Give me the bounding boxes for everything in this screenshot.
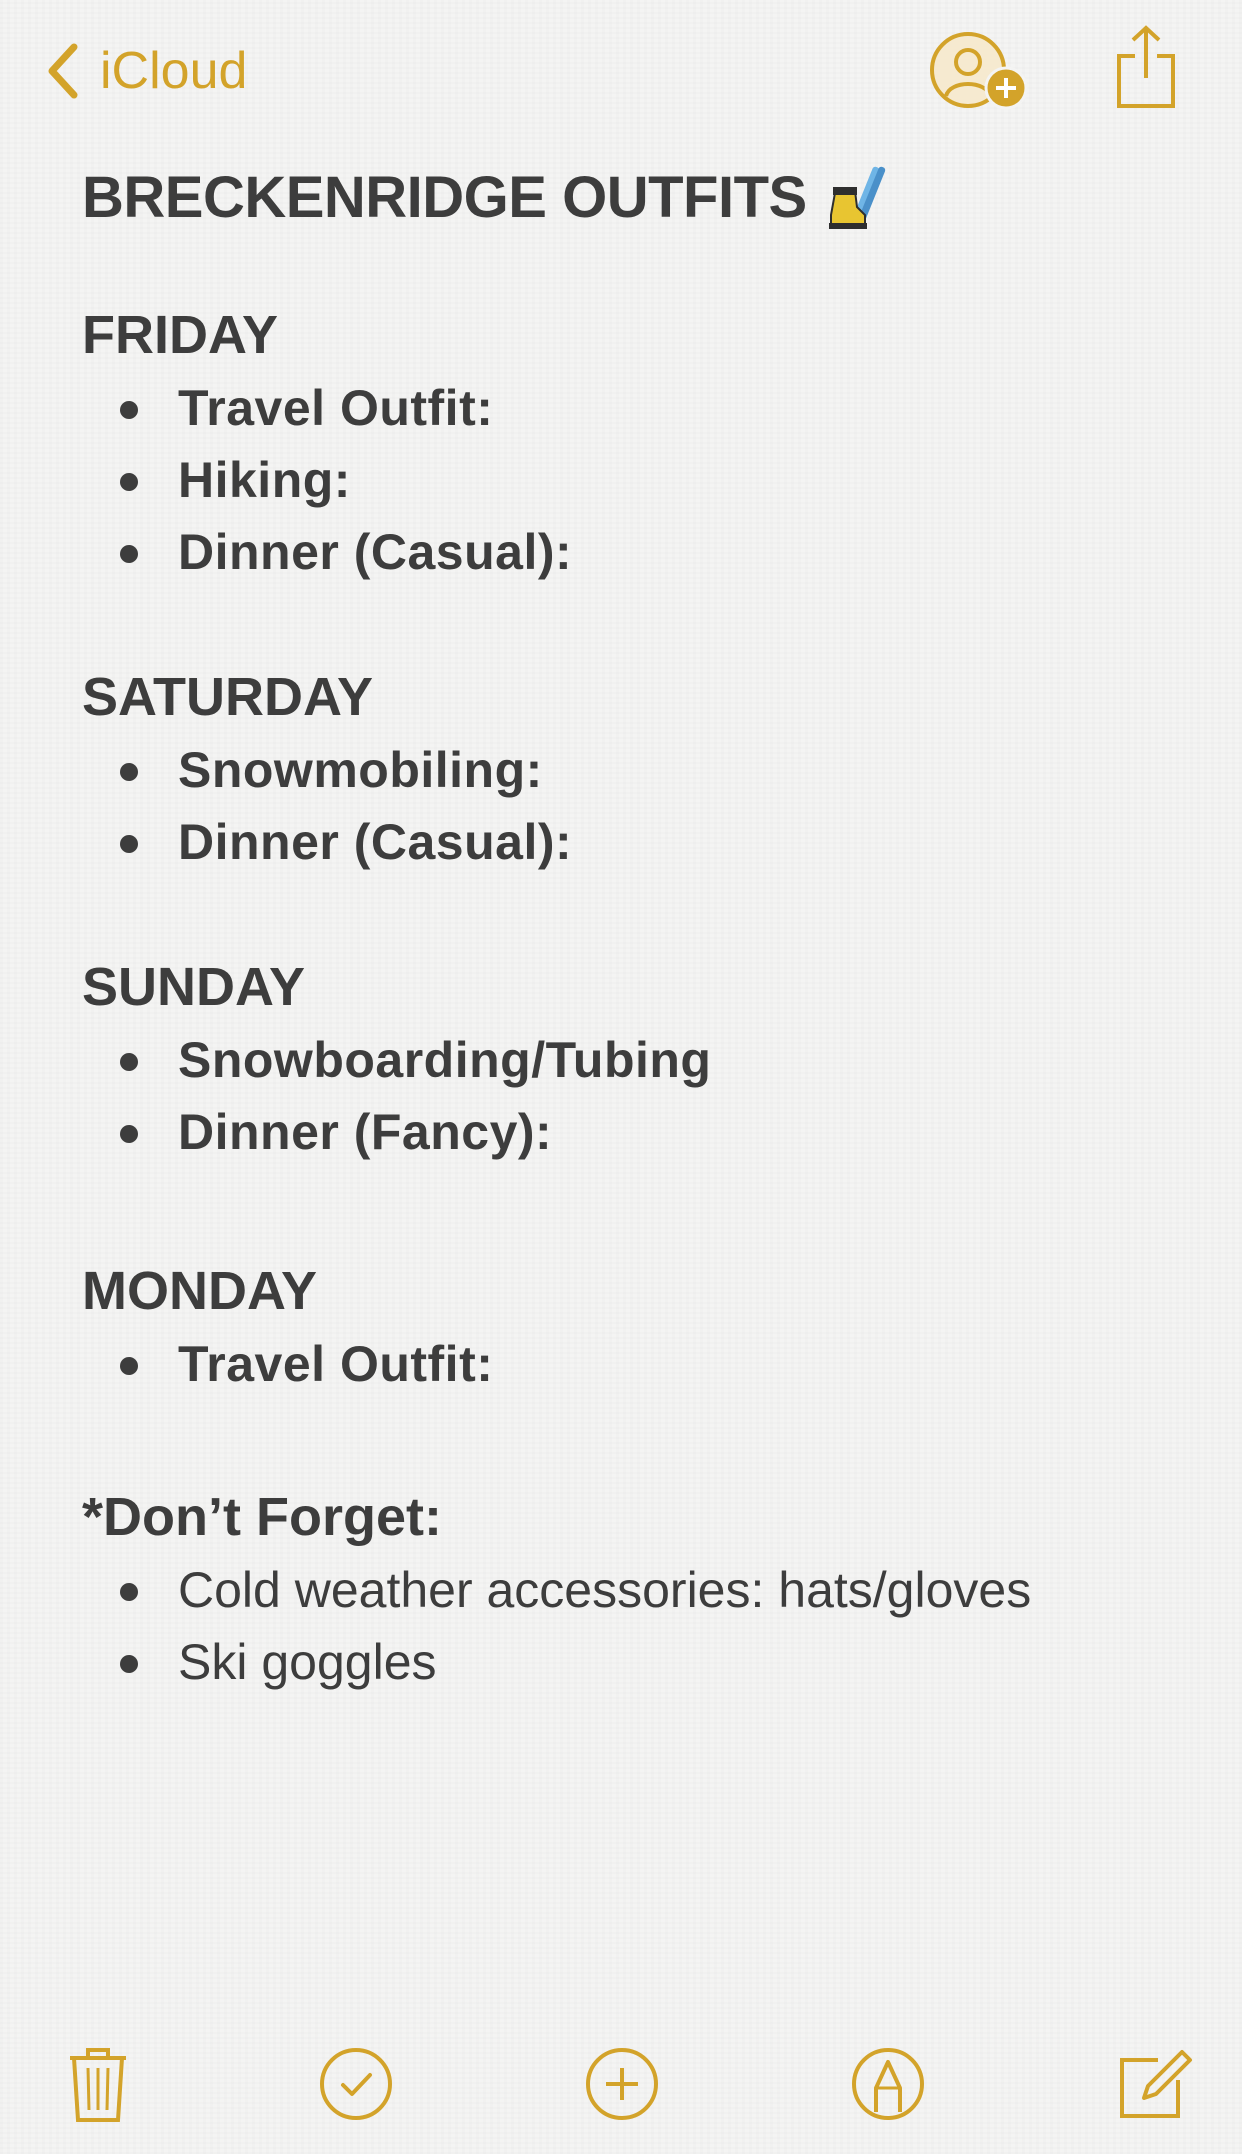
checklist-icon (316, 2044, 396, 2124)
section-monday (82, 1254, 1182, 1400)
list-item: Dinner (Casual): (82, 806, 1182, 878)
trash-icon (58, 2044, 138, 2124)
list-item: Ski goggles (82, 1626, 1182, 1698)
navigation-bar (0, 0, 1242, 140)
bullet-list (82, 1554, 1182, 1698)
chevron-left-icon (44, 41, 80, 101)
section-heading: *Don’t Forget: (82, 1487, 442, 1547)
section-heading: FRIDAY (82, 305, 279, 365)
list-item: Snowboarding/Tubing (82, 1024, 1182, 1096)
section-heading: SATURDAY (82, 667, 374, 727)
bullet-list (82, 1328, 1182, 1400)
note-body[interactable] (82, 150, 1182, 1698)
bullet-list (82, 1024, 1182, 1168)
ski-boot-and-skis-emoji (825, 163, 891, 233)
list-item: Snowmobiling: (82, 734, 1182, 806)
back-button[interactable] (44, 36, 247, 106)
list-item: Cold weather accessories: hats/gloves (82, 1554, 1182, 1626)
section-friday (82, 298, 1182, 588)
section-dont-forget (82, 1480, 1182, 1698)
markup-button[interactable] (848, 2044, 928, 2124)
note-title-text: BRECKENRIDGE OUTFITS (82, 165, 807, 230)
bottom-toolbar (0, 2024, 1242, 2154)
section-heading: MONDAY (82, 1261, 318, 1321)
section-heading: SUNDAY (82, 957, 306, 1017)
list-item: Dinner (Fancy): (82, 1096, 1182, 1168)
compose-button[interactable] (1114, 2044, 1194, 2124)
share-icon (1115, 24, 1177, 110)
list-item: Travel Outfit: (82, 1328, 1182, 1400)
checklist-button[interactable] (316, 2044, 396, 2124)
bullet-list (82, 734, 1182, 878)
section-saturday (82, 660, 1182, 878)
bullet-list (82, 372, 1182, 588)
add-person-button[interactable] (926, 30, 1030, 114)
back-button-label: iCloud (100, 42, 248, 100)
delete-button[interactable] (58, 2044, 138, 2124)
section-sunday (82, 950, 1182, 1168)
share-button[interactable] (1115, 24, 1177, 110)
add-icon (582, 2044, 662, 2124)
list-item: Travel Outfit: (82, 372, 1182, 444)
list-item: Hiking: (82, 444, 1182, 516)
list-item: Dinner (Casual): (82, 516, 1182, 588)
markup-icon (848, 2044, 928, 2124)
add-person-icon (926, 30, 1030, 114)
note-title (82, 150, 1182, 246)
compose-icon (1114, 2044, 1194, 2124)
add-button[interactable] (582, 2044, 662, 2124)
